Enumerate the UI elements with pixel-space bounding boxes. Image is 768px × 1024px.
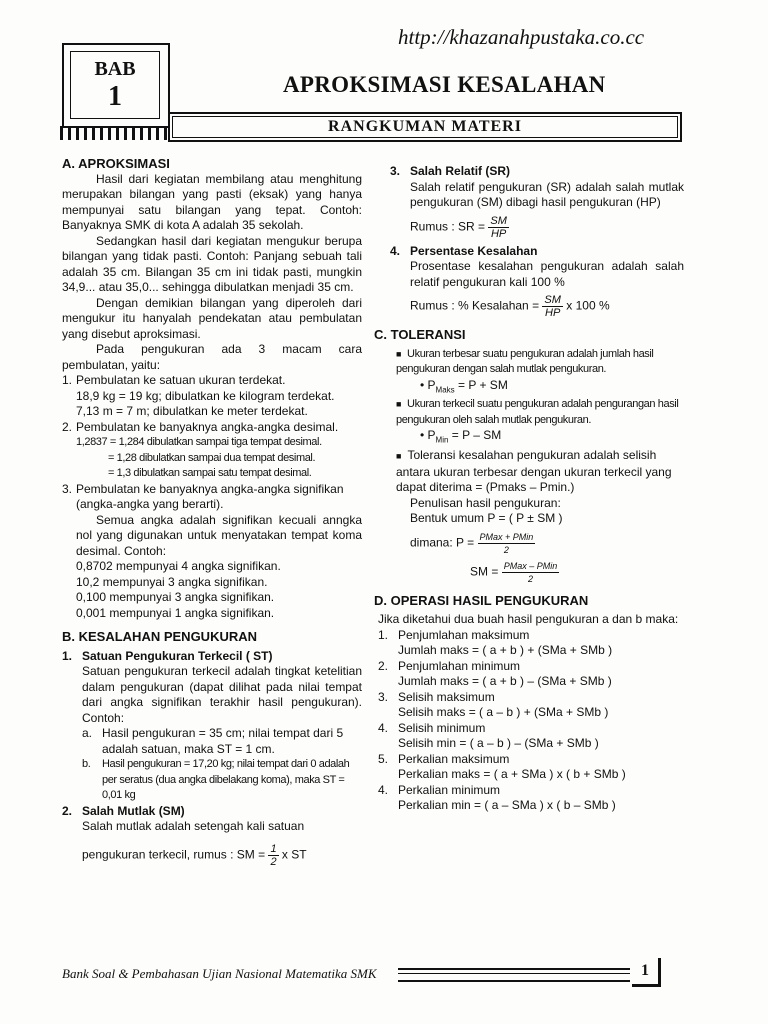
formula-text: x 100 % <box>566 298 610 313</box>
item-text: Perkalian maksimum <box>398 751 510 766</box>
example-line: 0,8702 mempunyai 4 angka signifikan. <box>76 559 281 573</box>
formula-text: x ST <box>281 847 307 862</box>
paragraph: Sedangkan hasil dari kegiatan mengukur berupa bilangan yang tidak pasti. Contoh: Panjang sebuah tali adalah 35 cm. Bilangan 35 cm ini tidak pasti, mungkin 34,9... atau 35,0... sehingga dibulatkan menjadi 35 cm. <box>62 233 362 294</box>
formula <box>374 560 684 585</box>
example-line: 0,001 mempunyai 1 angka signifikan. <box>76 605 275 620</box>
item-text: Pembulatan ke banyaknya angka-angka signifikan (angka-angka yang berarti). <box>76 481 344 511</box>
formula-text: = P – SM <box>448 428 502 443</box>
bullet-item <box>374 347 684 378</box>
operation-formula: Jumlah maks = ( a + b ) + (SMa + SMb ) <box>398 643 613 658</box>
item-number: 3. <box>378 689 389 704</box>
square-bullet-icon <box>396 448 407 462</box>
paragraph: Penulisan hasil pengukuran: <box>410 495 561 510</box>
bab-number: 1 <box>108 81 122 112</box>
bullet-item <box>374 448 684 496</box>
example-line: 18,9 kg = 19 kg; dibulatkan ke kilogram terdekat. <box>76 388 335 403</box>
operation-formula: Perkalian maks = ( a + SMa ) x ( b + SMb ) <box>398 767 626 782</box>
bullet-text: Toleransi kesalahan pengukuran adalah selisih antara ukuran terbesar dengan ukuran terkecil yang dapat diterima = (Pmaks – Pmin.) <box>396 448 672 495</box>
example-line: = 1,28 dibulatkan sampai dua tempat desimal. <box>108 451 316 464</box>
item-number: 2. <box>378 658 389 673</box>
formula-text: • P <box>420 428 436 443</box>
left-column <box>62 156 362 868</box>
item-number: 4. <box>390 243 401 258</box>
formula <box>374 378 684 398</box>
subsection-title <box>374 244 684 260</box>
denominator: HP <box>490 227 507 240</box>
subscript: Min <box>435 435 449 445</box>
operation-item <box>374 690 684 706</box>
list-item <box>62 726 362 757</box>
item-letter: b. <box>82 758 91 770</box>
section-banner <box>168 112 682 142</box>
chapter-badge <box>62 43 170 139</box>
formula-text: Rumus : % Kesalahan = <box>410 298 540 313</box>
operation-item <box>374 628 684 644</box>
operation-item <box>374 783 684 799</box>
formula-text: Rumus : SR = <box>410 219 486 234</box>
formula <box>374 531 684 556</box>
paragraph: Semua angka adalah signifikan kecuali anngka nol yang digunakan untuk menyatakan tempat koma desimal. Contoh: <box>76 512 362 558</box>
paragraph: Jika diketahui dua buah hasil pengukuran a dan b maka: <box>378 612 679 627</box>
paragraph: Salah relatif pengukuran (SR) adalah salah mutlak pengukuran (SM) dibagi hasil pengukuran (HP) <box>410 179 684 209</box>
formula-text: dimana: P = <box>410 535 475 550</box>
item-number: 3. <box>390 164 401 178</box>
operation-formula: Selisih min = ( a – b ) – (SMa + SMb ) <box>398 736 599 751</box>
paragraph: Pada pengukuran ada 3 macam cara pembulatan, yaitu: <box>62 342 362 372</box>
operation-item <box>374 752 684 768</box>
fraction <box>268 843 278 868</box>
subsection-title <box>62 804 362 820</box>
item-number: 1. <box>378 627 389 642</box>
operation-formula: Jumlah maks = ( a + b ) – (SMa + SMb ) <box>398 674 612 689</box>
item-text: Persentase Kesalahan <box>410 243 538 258</box>
item-text: Penjumlahan maksimum <box>398 627 530 642</box>
formula-text: • P <box>420 377 436 392</box>
square-bullet-icon <box>396 348 407 360</box>
item-text: Penjumlahan minimum <box>398 658 521 673</box>
bab-label: BAB <box>94 58 136 80</box>
item-number: 3. <box>62 481 73 496</box>
numerator: 1 <box>270 842 277 855</box>
subsection-title <box>62 649 362 665</box>
monitor-screen <box>70 51 160 119</box>
example-line: 7,13 m = 7 m; dibulatkan ke meter terdekat. <box>76 404 308 418</box>
chapter-title: APROKSIMASI KESALAHAN <box>283 72 606 97</box>
item-text: Pembulatan ke banyaknya angka-angka desimal. <box>76 419 339 434</box>
formula: Bentuk umum P = ( P ± SM ) <box>410 511 563 526</box>
list-item <box>62 482 362 513</box>
numerator: PMax – PMin <box>503 560 558 571</box>
formula-text: pengukuran terkecil, rumus : SM = <box>82 847 266 862</box>
bullet-text: Ukuran terbesar suatu pengukuran adalah jumlah hasil pengukuran dengan salah mutlak pengukuran. <box>396 347 654 375</box>
example-line: = 1,3 dibulatkan sampai satu tempat desimal. <box>108 467 312 479</box>
numerator: SM <box>490 214 507 227</box>
list-item <box>62 757 362 804</box>
formula-text: SM = <box>470 564 499 579</box>
fraction <box>478 531 536 556</box>
paragraph: Salah mutlak adalah setengah kali satuan <box>82 819 305 833</box>
paragraph: Prosentase kesalahan pengukuran adalah salah relatif pengukuran kali 100 % <box>410 259 684 289</box>
formula-text: = P + SM <box>454 377 508 392</box>
monitor-base-icon <box>60 126 172 140</box>
list-item <box>62 373 362 389</box>
operation-formula: Selisih maks = ( a – b ) + (SMa + SMb ) <box>398 705 609 720</box>
item-number: 4. <box>378 782 389 797</box>
example-line: 1,2837 = 1,284 dibulatkan sampai tiga tempat desimal. <box>76 436 322 448</box>
item-text: Selisih minimum <box>398 720 486 735</box>
operation-item <box>374 721 684 737</box>
item-text: Salah Relatif (SR) <box>410 164 511 178</box>
paragraph: Dengan demikian bilangan yang diperoleh dari mengukur itu hanyalah pendekatan atau pembulatan yang disebut aproksimasi. <box>62 295 362 341</box>
section-c-title: C. TOLERANSI <box>374 327 466 342</box>
bullet-text: Ukuran terkecil suatu pengukuran adalah pengurangan hasil pengukuran oleh salah mutlak pengukuran. <box>396 398 679 426</box>
item-number: 4. <box>378 720 389 735</box>
example-line: 10,2 mempunyai 3 angka signifikan. <box>76 574 268 589</box>
item-number: 5. <box>378 751 389 766</box>
bullet-item <box>374 397 684 428</box>
fraction <box>542 294 563 319</box>
item-text: Pembulatan ke satuan ukuran terdekat. <box>76 373 286 387</box>
item-letter: a. <box>82 726 93 740</box>
subsection-title <box>374 164 684 180</box>
paragraph: Hasil dari kegiatan membilang atau menghitung merupakan bilangan yang pasti (eksak) yang hanya mempunyai satu bilangan yang tepat. Contoh: Banyaknya SMK di kota A adalah 35 sekolah. <box>62 171 362 232</box>
section-a-title: A. APROKSIMASI <box>62 156 170 171</box>
operation-item <box>374 659 684 675</box>
formula <box>374 428 684 448</box>
item-text: Hasil pengukuran = 17,20 kg; nilai tempat dari 0 adalah per seratus (dua angka dibelakang koma), maka ST = 0,01 kg <box>102 758 350 801</box>
source-url[interactable]: http://khazanahpustaka.co.cc <box>398 25 645 49</box>
numerator: SM <box>544 294 561 306</box>
formula <box>374 215 684 240</box>
footer-rule <box>398 968 630 982</box>
square-bullet-icon <box>396 398 407 410</box>
denominator: 2 <box>270 855 277 868</box>
fraction <box>502 560 560 585</box>
denominator: HP <box>545 307 561 319</box>
formula <box>374 294 684 319</box>
footer-text: Bank Soal & Pembahasan Ujian Nasional Matematika SMK <box>62 966 377 981</box>
item-number: 1. <box>62 373 73 387</box>
formula <box>62 843 362 868</box>
denominator: 2 <box>503 544 509 555</box>
banner-text: RANGKUMAN MATERI <box>328 118 522 135</box>
operations-list <box>374 628 684 814</box>
subscript: Maks <box>435 384 455 394</box>
paragraph: Satuan pengukuran terkecil adalah tingkat ketelitian dalam pengukuran (dapat dilihat pada nilai tempat dari angka signifikan terakhir hasil pengukuran). Contoh: <box>82 664 362 725</box>
numerator: PMax + PMin <box>479 531 534 542</box>
section-d-title: D. OPERASI HASIL PENGUKURAN <box>374 592 589 608</box>
item-text: Perkalian minimum <box>398 782 501 797</box>
item-text: Satuan Pengukuran Terkecil ( ST) <box>82 648 273 663</box>
item-number: 1. <box>62 648 73 663</box>
fraction <box>488 215 509 240</box>
item-text: Salah Mutlak (SM) <box>82 803 185 818</box>
section-b-title: B. KESALAHAN PENGUKURAN <box>62 629 258 644</box>
item-number: 2. <box>62 419 73 434</box>
operation-formula: Perkalian min = ( a – SMa ) x ( b – SMb ) <box>398 798 616 813</box>
item-text: Selisih maksimum <box>398 689 495 704</box>
list-item <box>62 420 362 436</box>
item-text: Hasil pengukuran = 35 cm; nilai tempat dari 5 adalah satuan, maka ST = 1 cm. <box>102 726 344 756</box>
denominator: 2 <box>527 573 533 584</box>
right-column <box>374 164 684 814</box>
page-number: 1 <box>632 958 661 987</box>
item-number: 2. <box>62 803 73 818</box>
example-line: 0,100 mempunyai 3 angka signifikan. <box>76 590 275 604</box>
